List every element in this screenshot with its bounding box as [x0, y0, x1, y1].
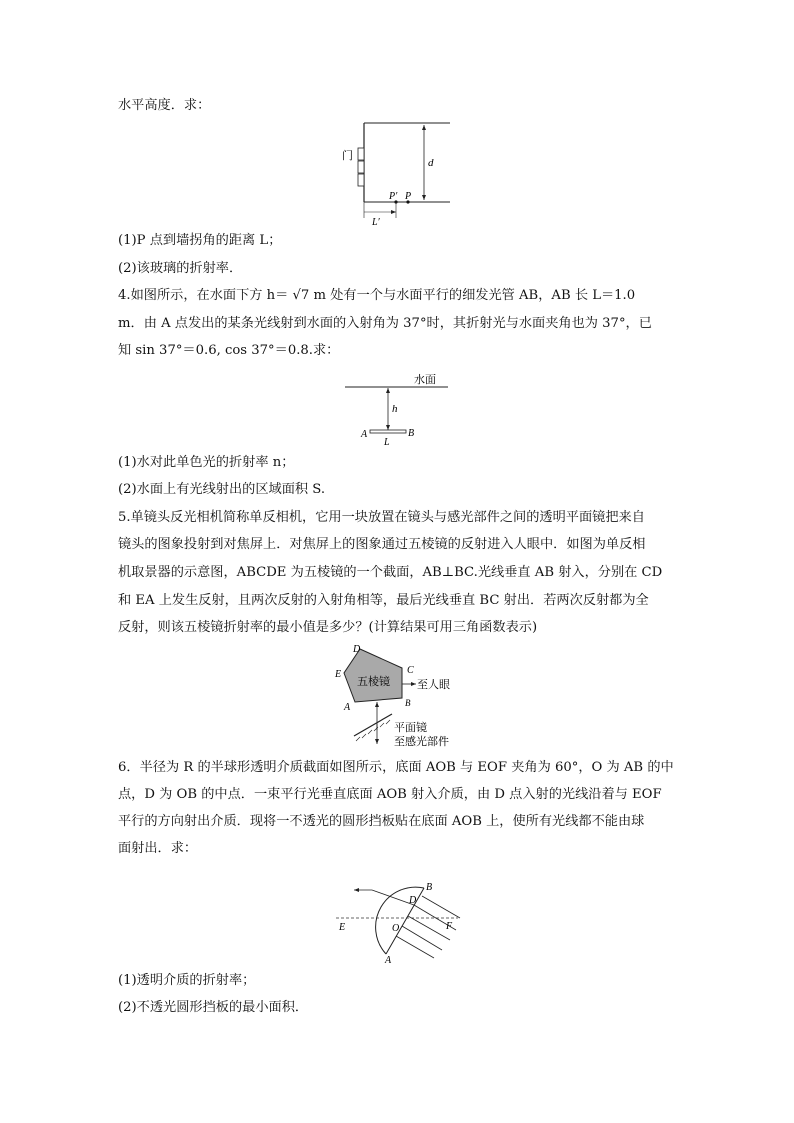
p-label: P	[405, 191, 412, 202]
a-label: A	[361, 429, 368, 440]
door-label: 门	[342, 150, 353, 162]
question-6-line-3: 平行的方向射出介质．现将一不透光的圆形挡板贴在底面 AOB 上，使所有光线都不能由球	[118, 814, 645, 829]
question-6-part-2: (2)不透光圆形挡板的最小面积．	[118, 1000, 309, 1015]
question-5-line-5: 反射，则该五棱镜折射率的最小值是多少？(计算结果可用三角函数表示)	[118, 620, 538, 635]
question-4-line-1: 4.如图所示，在水面下方 h＝ √7 m 处有一个与水面平行的细发光管 AB，AB 长 L＝1.0	[118, 288, 636, 303]
to-eye-label: 至人眼	[417, 679, 450, 691]
text-line: 水平高度．求：	[118, 98, 211, 113]
question-6-line-4: 面射出．求：	[118, 841, 198, 856]
point-f: F	[446, 921, 453, 932]
point-d: D	[409, 895, 417, 906]
pentaprism-figure	[330, 644, 480, 748]
vertex-b: B	[405, 698, 411, 708]
question-4-line-2: m．由 A 点发出的某条光线射到水面的入射角为 37°时，其折射光与水面夹角也为 37°，已	[118, 316, 652, 331]
d-label: d	[428, 157, 434, 169]
vertex-c: C	[407, 665, 414, 676]
mirror-label: 平面镜	[394, 722, 427, 734]
point-a: A	[385, 955, 392, 964]
question-6-line-2: 点，D 为 OB 的中点．一束平行光垂直底面 AOB 射入介质，由 D 点入射的光线沿着与 EOF	[118, 787, 662, 802]
l-prime-label: L′	[372, 217, 380, 228]
question-3-part-1: (1)P 点到墙拐角的距离 L；	[118, 233, 282, 248]
question-5-line-2: 镜头的图象投射到对焦屏上．对焦屏上的图象通过五棱镜的反射进入人眼中．如图为单反相	[118, 537, 646, 552]
l-label: L	[384, 437, 390, 448]
question-3-part-2: (2)该玻璃的折射率．	[118, 261, 243, 276]
question-6-line-1: 6．半径为 R 的半球形透明介质截面如图所示，底面 AOB 与 EOF 夹角为 60°，O 为 AB 的中	[118, 760, 674, 775]
point-o: O	[392, 923, 400, 934]
p-prime-label: P′	[389, 191, 398, 202]
vertex-d: D	[353, 644, 361, 655]
point-b: B	[426, 882, 433, 893]
vertex-a: A	[344, 702, 351, 713]
question-5-line-3: 机取景器的示意图，ABCDE 为五棱镜的一个截面，AB⊥BC.光线垂直 AB 射入，分别在 CD	[118, 565, 663, 580]
to-sensor-label: 至感光部件	[394, 736, 449, 748]
water-surface-figure	[340, 372, 460, 448]
question-6-part-1: (1)透明介质的折射率；	[118, 973, 256, 988]
question-5-line-4: 和 EA 上发生反射，且两次反射的入射角相等，最后光线垂直 BC 射出．若两次反射都为全	[118, 593, 649, 608]
question-4-part-2: (2)水面上有光线射出的区域面积 S.	[118, 482, 326, 497]
question-5-line-1: 5.单镜头反光相机简称单反相机，它用一块放置在镜头与感光部件之间的透明平面镜把来自	[118, 510, 645, 525]
h-label: h	[392, 403, 398, 415]
b-label: B	[408, 428, 415, 439]
hemisphere-figure	[332, 880, 468, 964]
question-4-line-3: 知 sin 37°＝0.6, cos 37°＝0.8.求：	[118, 343, 340, 358]
point-e: E	[339, 922, 346, 933]
water-label: 水面	[414, 374, 436, 386]
question-4-part-1: (1)水对此单色光的折射率 n；	[118, 455, 295, 470]
door-mirror-figure	[336, 118, 456, 228]
prism-label: 五棱镜	[357, 676, 390, 688]
vertex-e: E	[335, 669, 342, 680]
